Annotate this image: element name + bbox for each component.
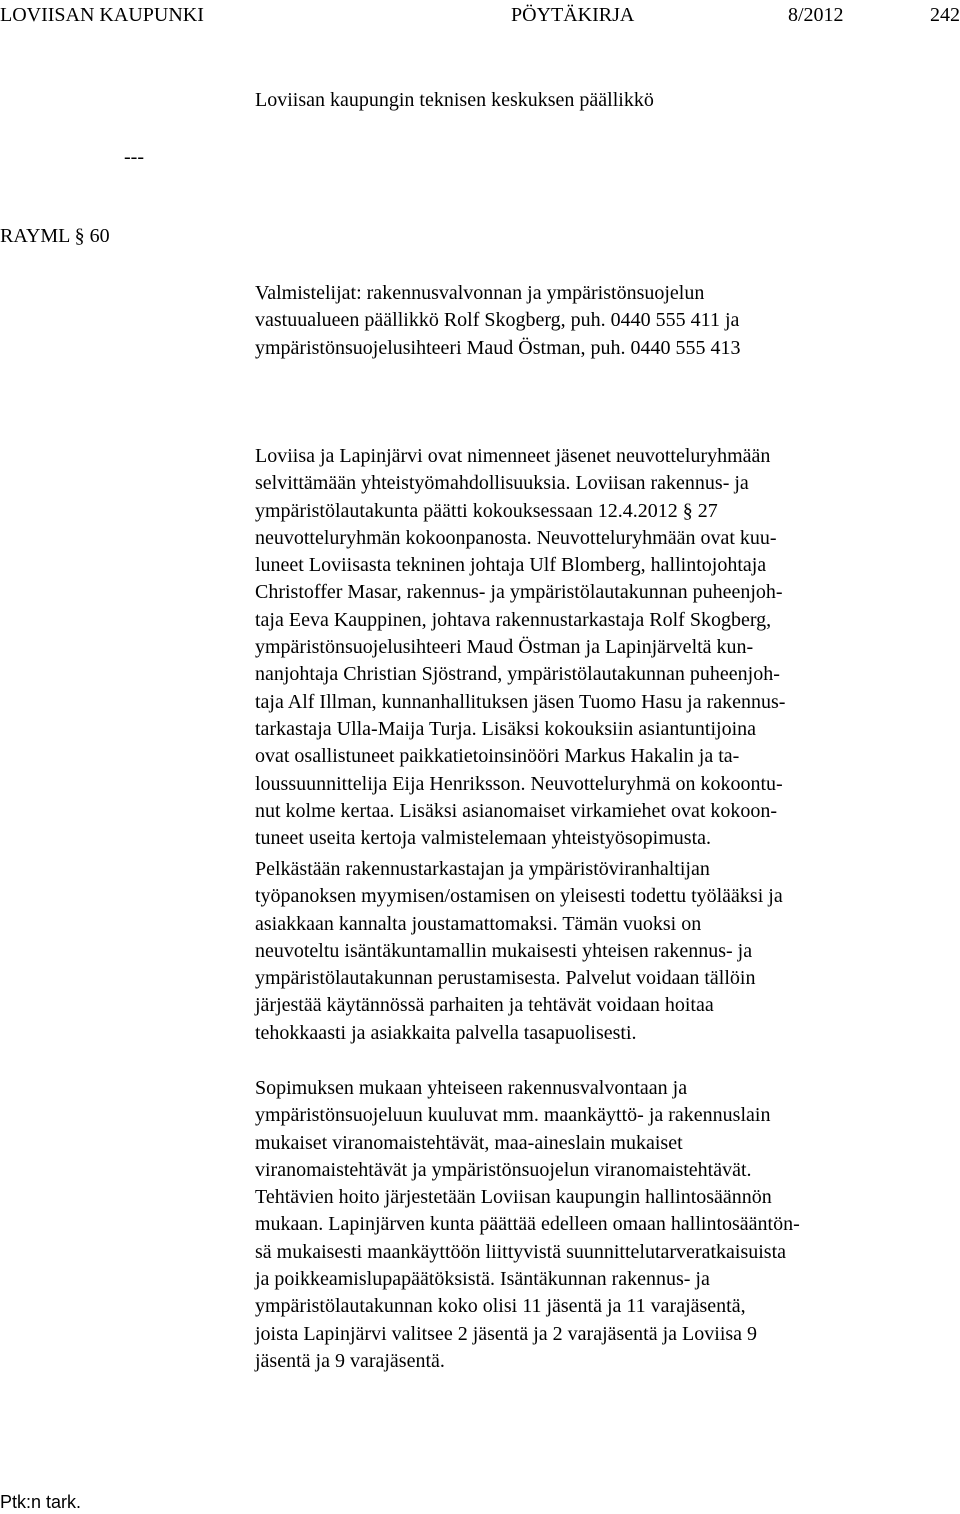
footer-minutes-check: Ptk:n tark. [0,1492,82,1512]
paragraph-line: tarkastaja Ulla-Maija Turja. Lisäksi kokouksiin asiantuntijoina [255,717,757,740]
paragraph-line: nut kolme kertaa. Lisäksi asianomaiset virkamiehet ovat kokoon- [255,799,778,822]
paragraph-line: ja poikkeamislupapäätöksistä. Isäntäkunnan rakennus- ja [255,1268,710,1291]
paragraph-line: Loviisa ja Lapinjärvi ovat nimenneet jäsenet neuvotteluryhmään [255,445,771,467]
paragraph-line: selvittämään yhteistyömahdollisuuksia. Loviisan rakennus- ja [255,472,749,495]
paragraph-line: joista Lapinjärvi valitsee 2 jäsentä ja 2 varajäsentä ja Loviisa 9 [255,1322,758,1345]
paragraph-line: Tehtävien hoito järjestetään Loviisan kaupungin hallintosäännön [255,1186,772,1209]
paragraph-line: vastuualueen päällikkö Rolf Skogberg, puh. 0440 555 411 ja [255,309,740,332]
paragraph-agreement-scope [255,1075,885,1375]
paragraph-line: ympäristönsuojeluun kuuluvat mm. maankäyttö- ja rakennuslain [255,1104,771,1127]
paragraph-line: luneet Loviisasta tekninen johtaja Ulf Blomberg, hallintojohtaja [255,554,767,577]
paragraph-line: loussuunnittelija Eija Henriksson. Neuvotteluryhmä on kokoontu- [255,772,783,795]
paragraph-line: mukaan. Lapinjärven kunta päättää edelleen omaan hallintosääntön- [255,1213,800,1236]
page-header [0,0,960,30]
paragraph-line: ympäristölautakunnan koko olisi 11 jäsentä ja 11 varajäsentä, [255,1295,746,1318]
paragraph-line: viranomaistehtävät ja ympäristönsuojelun viranomaistehtävät. [255,1158,752,1181]
signature-line: Loviisan kaupungin teknisen keskuksen päällikkö [255,89,654,111]
paragraph-preparers [255,280,885,362]
paragraph-line: Pelkästään rakennustarkastajan ja ympäristöviranhaltijan [255,858,710,880]
paragraph-line: nanjohtaja Christian Sjöstrand, ympäristölautakunnan puheenjoh- [255,663,780,686]
paragraph-line: työpanoksen myymisen/ostamisen on yleisesti todettu työlääksi ja [255,885,783,908]
paragraph-line: Valmistelijat: rakennusvalvonnan ja ympäristönsuojelun [255,282,705,304]
paragraph-line: ympäristölautakunnan perustamisesta. Palvelut voidaan tällöin [255,967,756,990]
header-organization: LOVIISAN KAUPUNKI [0,4,204,26]
paragraph-line: ympäristönsuojelusihteeri Maud Östman ja Lapinjärveltä kun- [255,636,754,659]
paragraph-line: mukaiset viranomaistehtävät, maa-aineslain mukaiset [255,1131,683,1154]
paragraph-line: tuneet useita kertoja valmistelemaan yhteistyösopimusta. [255,827,711,850]
header-meeting-number: 8/2012 [788,4,844,26]
paragraph-line: jäsentä ja 9 varajäsentä. [255,1349,445,1372]
paragraph-line: Christoffer Masar, rakennus- ja ympäristölautakunnan puheenjoh- [255,581,783,604]
paragraph-line: ympäristönsuojelusihteeri Maud Östman, puh. 0440 555 413 [255,336,741,359]
paragraph-line: neuvotteluryhmän kokoonpanosta. Neuvotteluryhmään ovat kuu- [255,526,777,549]
paragraph-line: tehokkaasti ja asiakkaita palvella tasapuolisesti. [255,1021,637,1044]
paragraph-line: ovat osallistuneet paikkatietoinsinööri Markus Hakalin ja ta- [255,745,740,768]
separator: --- [124,146,144,168]
paragraph-line: taja Alf Illman, kunnanhallituksen jäsen Tuomo Hasu ja rakennus- [255,690,786,713]
header-page-number: 242 [930,4,960,26]
header-document-type: PÖYTÄKIRJA [511,4,635,26]
paragraph-line: Sopimuksen mukaan yhteiseen rakennusvalvontaan ja [255,1077,688,1099]
paragraph-line: asiakkaan kannalta joustamattomaksi. Tämän vuoksi on [255,912,702,935]
paragraph-host-municipality [255,856,885,1047]
paragraph-line: järjestää käytännössä parhaiten ja tehtävät voidaan hoitaa [255,994,714,1017]
paragraph-line: neuvoteltu isäntäkuntamallin mukaisesti yhteisen rakennus- ja [255,939,753,962]
paragraph-negotiation-group [255,443,885,852]
paragraph-line: taja Eeva Kauppinen, johtava rakennustarkastaja Rolf Skogberg, [255,608,772,631]
section-heading: RAYML § 60 [0,225,110,247]
paragraph-line: sä mukaisesti maankäyttöön liittyvistä suunnittelutarveratkaisuista [255,1240,787,1263]
paragraph-line: ympäristölautakunta päätti kokouksessaan 12.4.2012 § 27 [255,499,718,522]
